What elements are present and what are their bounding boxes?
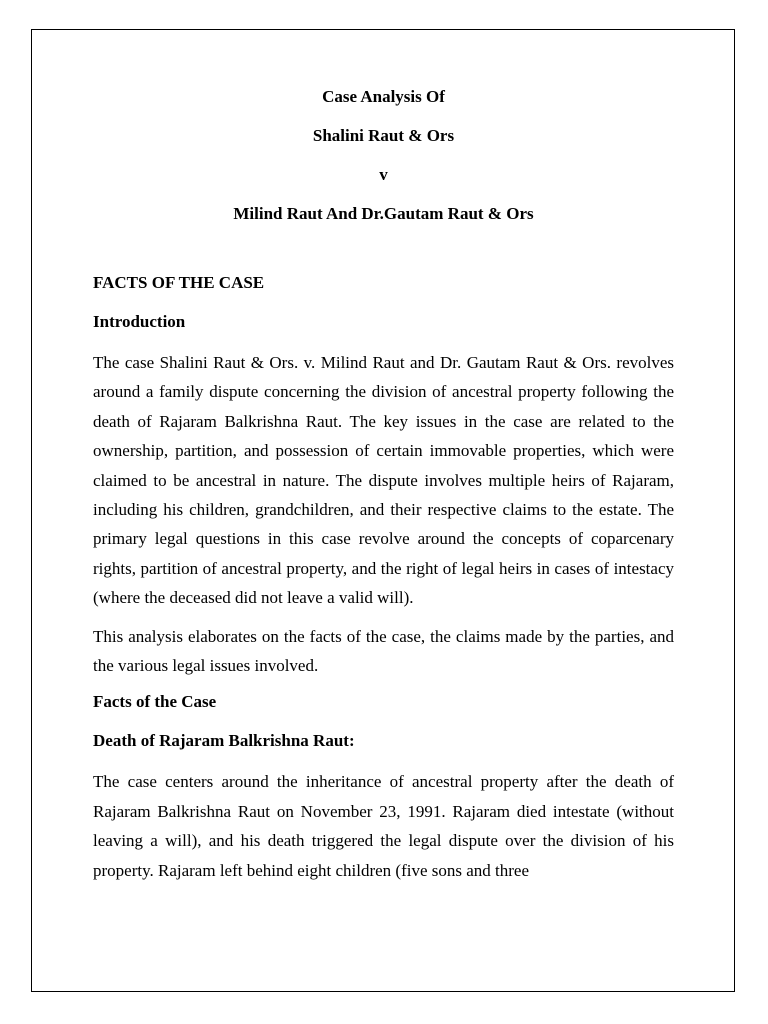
analysis-paragraph: This analysis elaborates on the facts of the case, the claims made by the parties, and the various legal issues involved. xyxy=(93,626,674,676)
heading-death-of-rajaram: Death of Rajaram Balkrishna Raut: xyxy=(93,731,355,751)
title-line-3: v xyxy=(379,165,388,184)
heading-introduction: Introduction xyxy=(93,312,186,331)
intro-paragraph: The case Shalini Raut & Ors. v. Milind Raut and Dr. Gautam Raut & Ors. revolves around a family dispute concerning the division of ancestral property following the death of Rajaram Balkrishna Raut. The key issues in the case are related to the ownership, partition, and possession of certain immovable properties, which were claimed to be ancestral in nature. The dispute involves multiple heirs of Rajaram, including his children, grandchildren, and their respective claims to the estate. The primary legal questions in this case revolve around the concepts of coparcenary rights, partition of ancestral property, and the right of legal heirs in cases of intestacy (where the deceased did not leave a valid will). xyxy=(93,353,674,608)
case-title-block xyxy=(93,84,674,227)
title-line-4: Milind Raut And Dr.Gautam Raut & Ors xyxy=(233,204,534,223)
title-line-2: Shalini Raut & Ors xyxy=(312,126,455,145)
section-heading-facts: FACTS OF THE CASE xyxy=(93,273,265,292)
death-paragraph: The case centers around the inheritance of ancestral property after the death of Rajaram Balkrishna Raut on November 23, 1991. Rajaram died intestate (without leaving a will), and his death triggered the legal dispute over the division of his property. Rajaram left behind eight children (five sons and three xyxy=(93,772,674,880)
heading-facts-of-case: Facts of the Case xyxy=(93,692,217,712)
document-body xyxy=(93,84,674,894)
title-line-1: Case Analysis Of xyxy=(322,87,445,106)
